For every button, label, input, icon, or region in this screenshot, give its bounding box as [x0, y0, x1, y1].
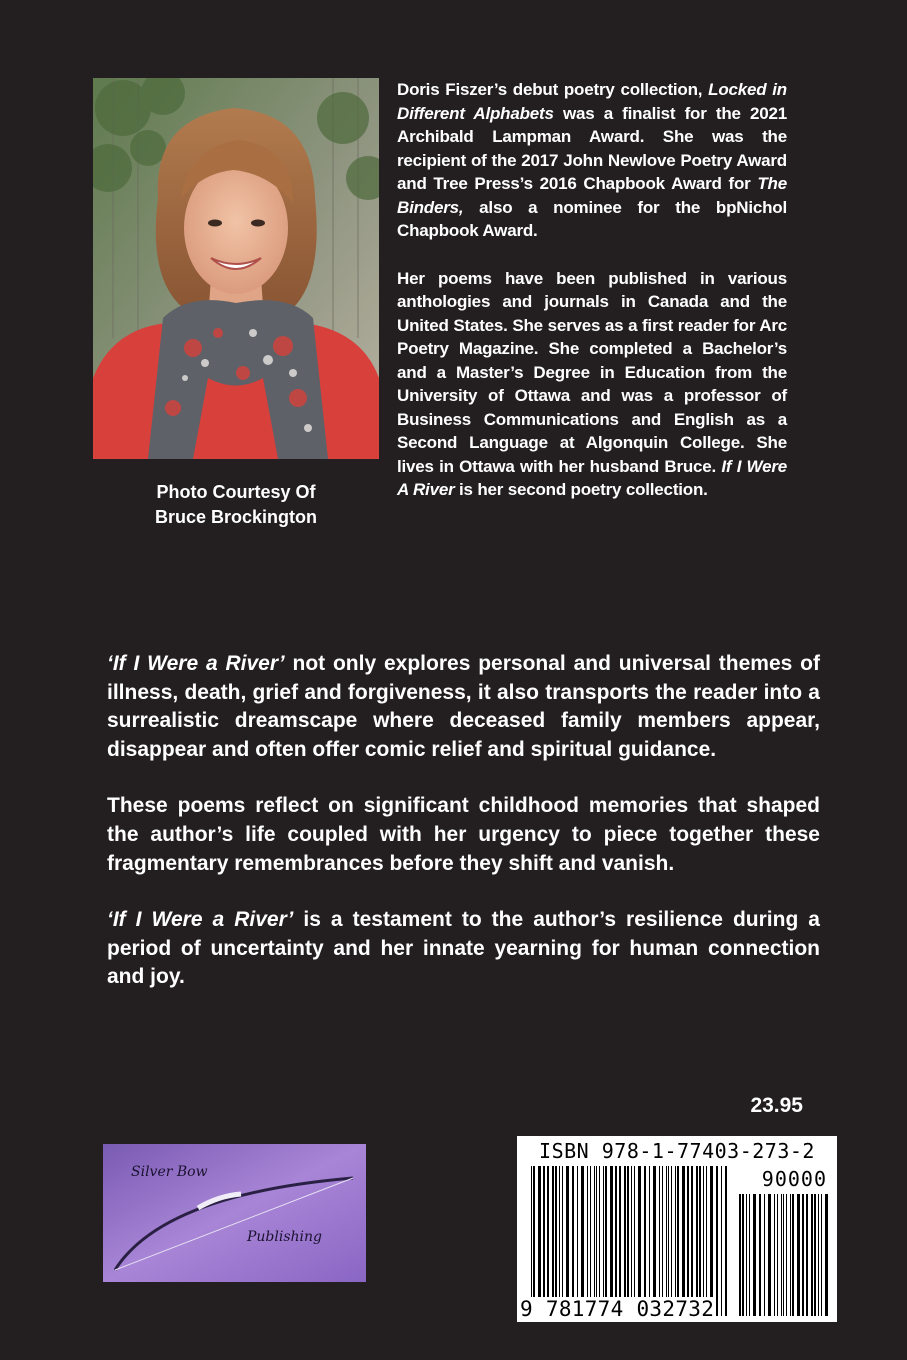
barcode-bar: [605, 1166, 607, 1316]
barcode-bar: [710, 1166, 713, 1316]
barcode-bars: [517, 1136, 837, 1322]
bio-text: Her poems have been published in various anthologies and journals in Canada and the United States. She serves as a first reader for Arc Poetry Magazine. She completed a Bachelor’s and a Master’s Degree in Education from the University of Ottawa and was a professor of Business Communications and English as a Second Language at Algonquin College. She lives in Ottawa with her husband Bruce.: [397, 268, 787, 476]
barcode-bar: [634, 1166, 635, 1316]
barcode-bar: [627, 1166, 629, 1316]
book-title: The Binders,: [397, 174, 787, 217]
barcode-bar: [759, 1194, 761, 1316]
barcode-bar: [552, 1166, 554, 1316]
price-addon-code: 90000: [761, 1167, 827, 1191]
barcode-bar: [781, 1194, 782, 1316]
barcode-bar: [587, 1166, 588, 1316]
barcode-bar: [739, 1194, 741, 1316]
bio-text: Doris Fiszer’s debut poetry collection,: [397, 80, 709, 99]
blurb-paragraph-2: These poems reflect on significant childhood memories that shaped the author’s life coupled with her urgency to piece together these fragmentary remembrances before they shift and vanish.: [107, 794, 820, 875]
bio-paragraph-2: [397, 267, 787, 502]
photo-caption-line2: Bruce Brockington: [154, 507, 318, 527]
barcode-bar: [596, 1166, 597, 1316]
barcode-bar: [531, 1166, 532, 1316]
barcode-bar: [662, 1166, 663, 1316]
barcode-bar: [716, 1166, 718, 1316]
blurb-text: not only explores personal and universal themes of illness, death, grief and forgiveness, it also transports the reader into a surrealistic dreamscape where deceased family members appear, disappear and often offer comic relief and spiritual guidance.: [107, 652, 820, 761]
book-title: ‘If I Were a River’: [107, 908, 294, 932]
barcode-bar: [581, 1166, 584, 1316]
barcode-bar: [644, 1166, 646, 1316]
bio-paragraph-1: [397, 78, 787, 243]
blurb-paragraph-3: [107, 906, 820, 992]
barcode-bar: [777, 1194, 778, 1316]
barcode-bar: [783, 1194, 784, 1316]
barcode-bar: [603, 1166, 604, 1316]
barcode-bar: [533, 1166, 535, 1316]
barcode-bar: [764, 1194, 765, 1316]
barcode-bar: [814, 1194, 816, 1316]
barcode-bar: [677, 1166, 679, 1316]
book-title: ‘If I Were a River’: [107, 652, 285, 675]
barcode-bar: [790, 1194, 791, 1316]
book-title: If I Were A River: [397, 456, 787, 499]
price: 23.95: [750, 1094, 803, 1117]
barcode-bar: [797, 1194, 800, 1316]
barcode-bar: [802, 1194, 804, 1316]
bio-text: was a finalist for the 2021 Archibald Lampman Award. She was the recipient of the 2017 John Newlove Poetry Award and Tree Press’s 2016 Chapbook Award for: [397, 103, 787, 193]
publisher-name-line2: Publishing: [247, 1229, 323, 1245]
barcode-bar: [559, 1166, 560, 1316]
barcode-bar: [742, 1194, 744, 1316]
barcode-bar: [624, 1166, 626, 1316]
isbn-barcode: [517, 1136, 837, 1322]
barcode-bar: [649, 1166, 650, 1316]
author-photo: [93, 78, 379, 459]
barcode-bar: [671, 1166, 672, 1316]
barcode-bar: [811, 1194, 813, 1316]
barcode-digits: 9 781774 032732: [520, 1297, 715, 1321]
blurb-paragraph-1: [107, 650, 820, 764]
publisher-logo: [103, 1144, 366, 1282]
barcode-bar: [721, 1166, 722, 1316]
bio-text: is her second poetry collection.: [454, 480, 708, 499]
publisher-name-line1: Silver Bow: [131, 1164, 208, 1180]
photo-caption: [93, 480, 379, 530]
barcode-bar: [572, 1166, 574, 1316]
barcode-bar: [675, 1166, 676, 1316]
barcode-bar: [746, 1194, 747, 1316]
barcode-bar: [753, 1194, 756, 1316]
photo-caption-line1: Photo Courtesy Of: [156, 482, 316, 502]
barcode-bar: [774, 1194, 775, 1316]
barcode-bar: [631, 1166, 632, 1316]
barcode-bar: [818, 1194, 819, 1316]
barcode-bar: [786, 1194, 787, 1316]
barcode-bar: [768, 1194, 771, 1316]
barcode-bar: [821, 1194, 822, 1316]
barcode-bar: [638, 1166, 641, 1316]
barcode-bar: [610, 1166, 613, 1316]
barcode-bar: [687, 1166, 689, 1316]
barcode-bar: [590, 1166, 591, 1316]
barcode-bar: [577, 1166, 578, 1316]
barcode-bar: [555, 1166, 557, 1316]
barcode-bar: [599, 1166, 600, 1316]
barcode-bar: [566, 1166, 569, 1316]
isbn-label: ISBN 978-1-77403-273-2: [539, 1139, 815, 1163]
barcode-bar: [543, 1166, 545, 1316]
barcode-bar: [696, 1166, 698, 1316]
blurb-text: is a testament to the author’s resilience during a period of uncertainty and her innate yearning for human connection and joy.: [107, 908, 820, 989]
bio-text: also a nominee for the bpNichol Chapbook Award.: [397, 197, 787, 240]
barcode-bar: [691, 1166, 693, 1316]
barcode-bar: [659, 1166, 660, 1316]
barcode-bar: [619, 1166, 621, 1316]
barcode-bar: [703, 1166, 704, 1316]
barcode-bar: [699, 1166, 701, 1316]
barcode-bar: [806, 1194, 808, 1316]
barcode-bar: [594, 1166, 595, 1316]
author-bio: [397, 78, 787, 526]
barcode-bar: [725, 1166, 727, 1316]
barcode-bar: [547, 1166, 549, 1316]
barcode-bar: [562, 1166, 563, 1316]
book-blurb: [107, 650, 820, 1020]
barcode-bar: [825, 1194, 828, 1316]
barcode-bar: [706, 1166, 707, 1316]
barcode-bar: [538, 1166, 541, 1316]
barcode-bar: [682, 1166, 685, 1316]
barcode-bar: [615, 1166, 617, 1316]
barcode-bar: [749, 1194, 750, 1316]
book-title: Locked in Different Alphabets: [397, 80, 787, 123]
barcode-bar: [653, 1166, 656, 1316]
barcode-bar: [792, 1194, 794, 1316]
barcode-bar: [668, 1166, 669, 1316]
barcode-bar: [666, 1166, 667, 1316]
